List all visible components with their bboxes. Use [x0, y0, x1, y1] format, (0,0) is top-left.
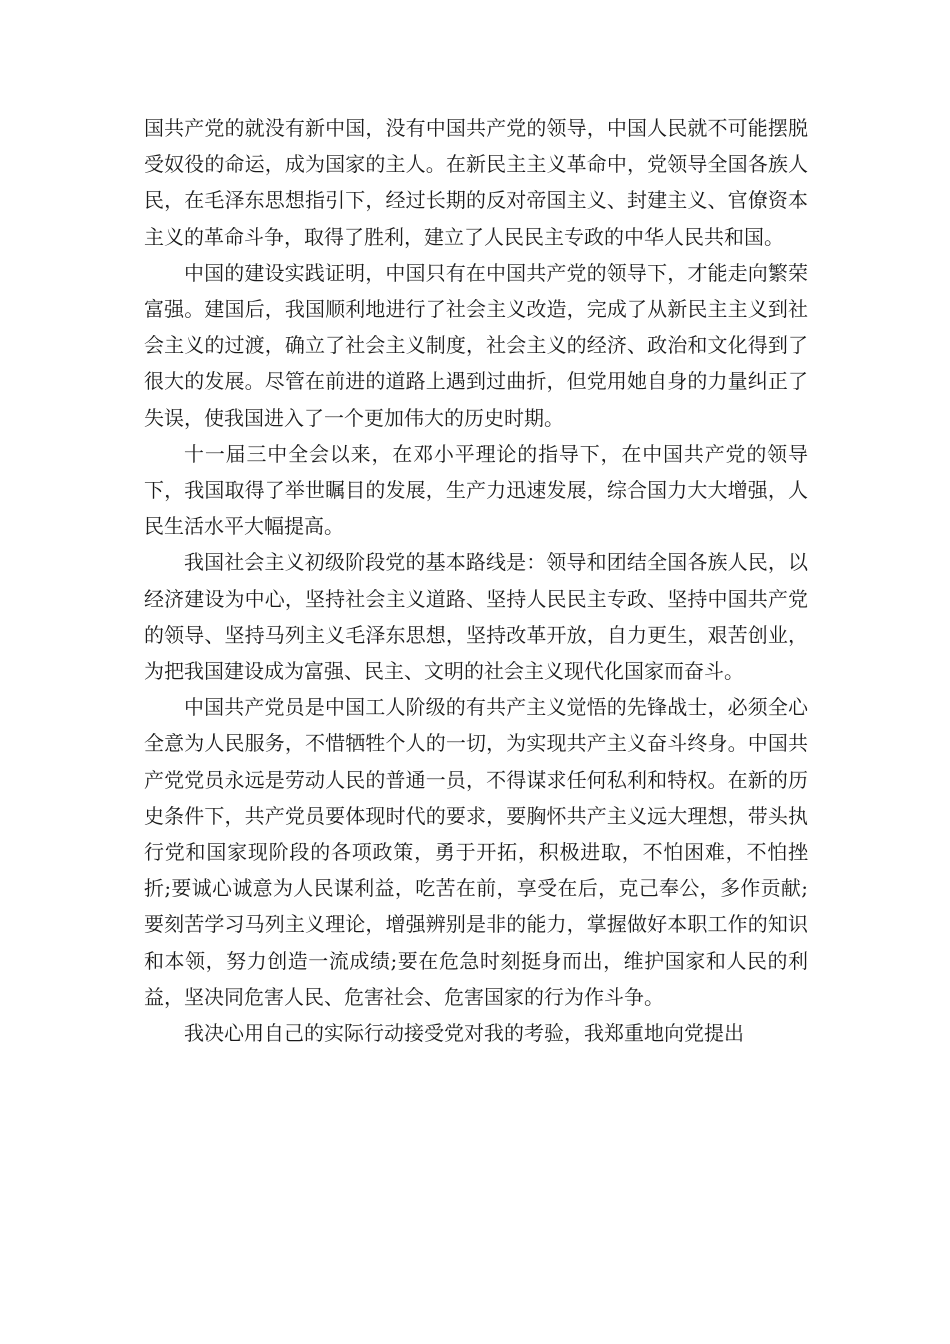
paragraph-4: 我国社会主义初级阶段党的基本路线是：领导和团结全国各族人民，以经济建设为中心，坚持社会主义道路、坚持人民民主专政、坚持中国共产党的领导、坚持马列主义毛泽东思想，坚持改革开放，自力更生，艰苦创业，为把我国建设成为富强、民主、文明的社会主义现代化国家而奋斗。	[144, 550, 808, 684]
paragraph-5: 中国共产党员是中国工人阶级的有共产主义觉悟的先锋战士，必须全心全意为人民服务，不惜牺牲个人的一切，为实现共产主义奋斗终身。中国共产党党员永远是劳动人民的普通一员，不得谋求任何私利和特权。在新的历史条件下，共产党员要体现时代的要求，要胸怀共产主义远大理想，带头执行党和国家现阶段的各项政策，勇于开拓，积极进取，不怕困难，不怕挫折;要诚心诚意为人民谋利益，吃苦在前，享受在后，克己奉公，多作贡献;要刻苦学习马列主义理论，增强辨别是非的能力，掌握做好本职工作的知识和本领，努力创造一流成绩;要在危急时刻挺身而出，维护国家和人民的利益，坚决同危害人民、危害社会、危害国家的行为作斗争。	[144, 695, 808, 1009]
paragraph-1: 国共产党的就没有新中国，没有中国共产党的领导，中国人民就不可能摆脱受奴役的命运，成为国家的主人。在新民主主义革命中，党领导全国各族人民，在毛泽东思想指引下，经过长期的反对帝国主义、封建主义、官僚资本主义的革命斗争，取得了胜利，建立了人民民主专政的中华人民共和国。	[144, 116, 808, 249]
paragraph-3: 十一届三中全会以来，在邓小平理论的指导下，在中国共产党的领导下，我国取得了举世瞩目的发展，生产力迅速发展，综合国力大大增强，人民生活水平大幅提高。	[144, 441, 808, 539]
document-body	[144, 110, 808, 1051]
paragraph-6: 我决心用自己的实际行动接受党对我的考验，我郑重地向党提出	[184, 1021, 744, 1046]
paragraph-2: 中国的建设实践证明，中国只有在中国共产党的领导下，才能走向繁荣富强。建国后，我国顺利地进行了社会主义改造，完成了从新民主主义到社会主义的过渡，确立了社会主义制度，社会主义的经济、政治和文化得到了很大的发展。尽管在前进的道路上遇到过曲折，但党用她自身的力量纠正了失误，使我国进入了一个更加伟大的历史时期。	[144, 260, 808, 430]
